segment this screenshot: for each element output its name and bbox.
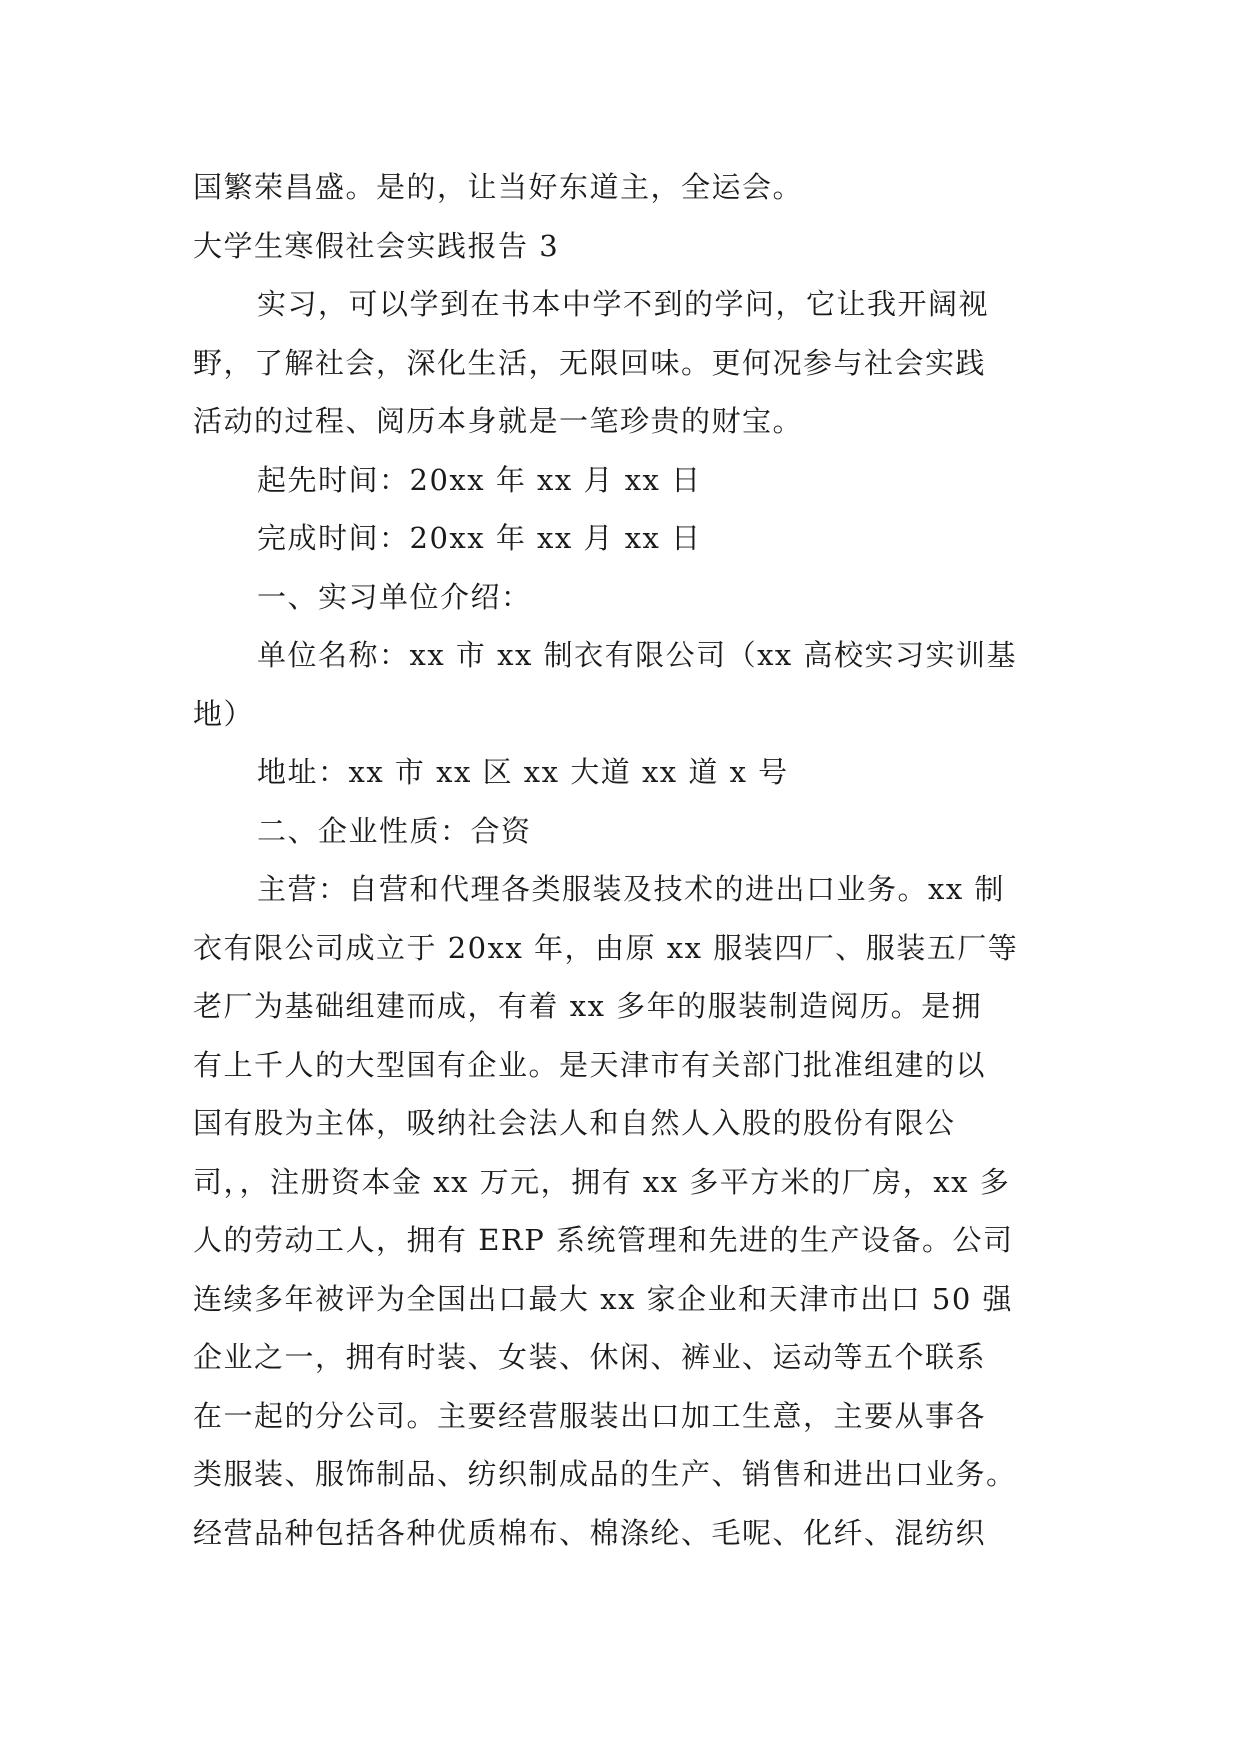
section-heading: 大学生寒假社会实践报告 3 <box>193 228 560 263</box>
unit-name-line: 单位名称：xx 市 xx 制衣有限公司（xx 高校实习实训基 <box>257 638 1018 672</box>
paragraph-line: 实习，可以学到在书本中学不到的学问，它让我开阔视 <box>257 287 990 321</box>
subsection-heading: 一、实习单位介绍： <box>257 579 532 614</box>
paragraph-line: 国有股为主体，吸纳社会法人和自然人入股的股份有限公 <box>193 1106 956 1140</box>
document-body <box>193 158 1053 1562</box>
paragraph-line: 连续多年被评为全国出口最大 xx 家企业和天津市出口 50 强 <box>193 1281 1013 1316</box>
unit-name-line-cont: 地） <box>193 696 255 731</box>
paragraph-line: 经营品种包括各种优质棉布、棉涤纶、毛呢、化纤、混纺织 <box>193 1515 987 1550</box>
paragraph-line: 类服装、服饰制品、纺织制成品的生产、销售和进出口业务。 <box>193 1457 1017 1491</box>
text-line: 国繁荣昌盛。是的，让当好东道主，全运会。 <box>193 170 804 204</box>
paragraph-line: 主营：自营和代理各类服装及技术的进出口业务。xx 制 <box>257 872 1005 906</box>
paragraph-line: 活动的过程、阅历本身就是一笔珍贵的财宝。 <box>193 404 804 438</box>
paragraph-line: 有上千人的大型国有企业。是天津市有关部门批准组建的以 <box>193 1047 987 1082</box>
subsection-heading: 二、企业性质：合资 <box>257 813 532 848</box>
end-time-line: 完成时间：20xx 年 xx 月 xx 日 <box>257 521 702 555</box>
start-time-line: 起先时间：20xx 年 xx 月 xx 日 <box>257 462 702 497</box>
paragraph-line: 野，了解社会，深化生活，无限回味。更何况参与社会实践 <box>193 345 987 380</box>
paragraph-line: 企业之一，拥有时装、女装、休闲、裤业、运动等五个联系 <box>193 1340 987 1374</box>
address-line: 地址：xx 市 xx 区 xx 大道 xx 道 x 号 <box>257 755 789 789</box>
paragraph-line: 衣有限公司成立于 20xx 年，由原 xx 服装四厂、服装五厂等 <box>193 930 1019 965</box>
paragraph-line: 老厂为基础组建而成，有着 xx 多年的服装制造阅历。是拥 <box>193 989 983 1023</box>
paragraph-line: 人的劳动工人，拥有 ERP 系统管理和先进的生产设备。公司 <box>193 1223 1014 1257</box>
paragraph-line: 在一起的分公司。主要经营服装出口加工生意，主要从事各 <box>193 1398 987 1433</box>
paragraph-line: 司，，注册资本金 xx 万元，拥有 xx 多平方米的厂房，xx 多 <box>193 1164 1011 1199</box>
